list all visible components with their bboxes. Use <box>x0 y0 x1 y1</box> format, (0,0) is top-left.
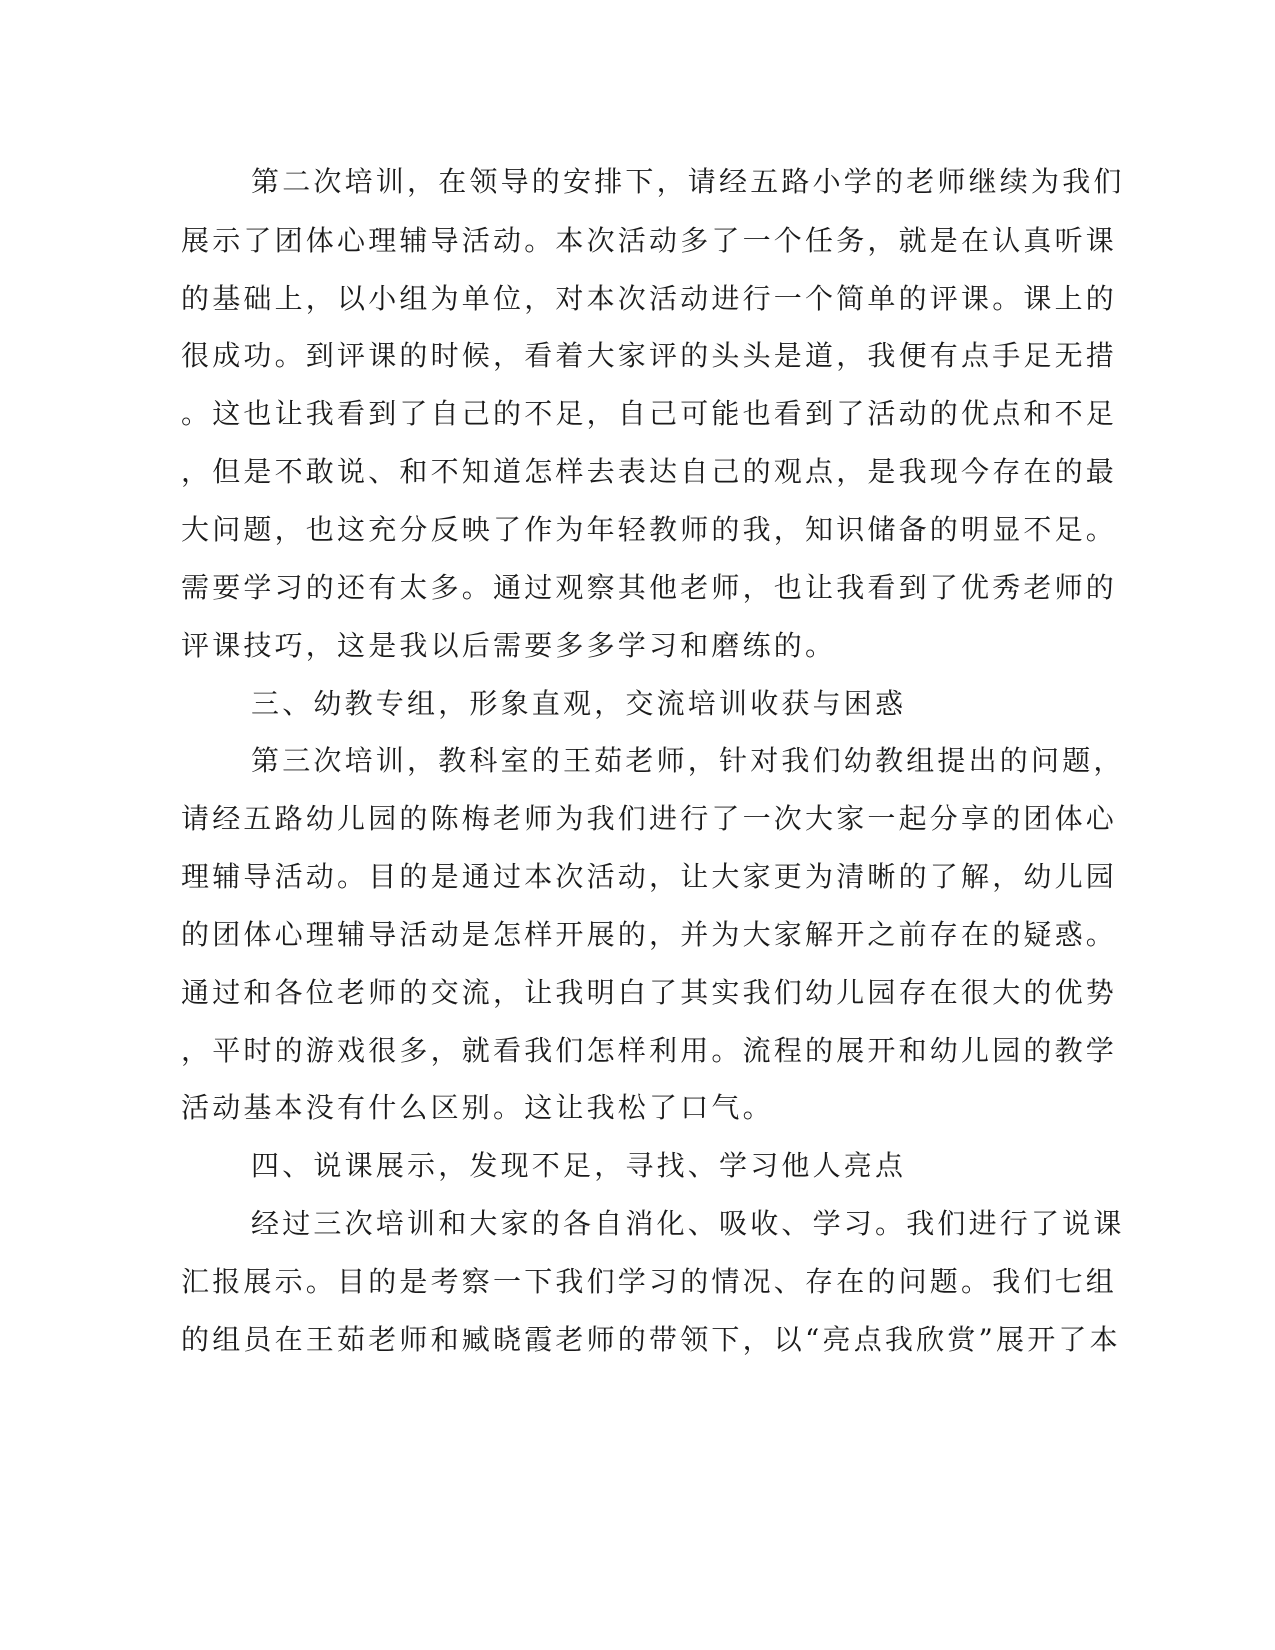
paragraph-line: 第三次培训，教科室的王茹老师，针对我们幼教组提出的问题， <box>251 744 1125 777</box>
paragraph-line: ，平时的游戏很多，就看我们怎样利用。流程的展开和幼儿园的教学 <box>181 1034 1118 1067</box>
section-heading: 三、幼教专组，形象直观，交流培训收获与困惑 <box>251 687 907 720</box>
paragraph-line: 第二次培训，在领导的安排下，请经五路小学的老师继续为我们 <box>251 165 1125 198</box>
paragraph-line: 大问题，也这充分反映了作为年轻教师的我，知识储备的明显不足。 <box>181 513 1118 546</box>
paragraph-line: 的团体心理辅导活动是怎样开展的，并为大家解开之前存在的疑惑。 <box>181 918 1118 951</box>
paragraph-line: 评课技巧，这是我以后需要多多学习和磨练的。 <box>181 629 837 662</box>
paragraph-line: 汇报展示。目的是考察一下我们学习的情况、存在的问题。我们七组 <box>181 1265 1118 1298</box>
paragraph-line: 。这也让我看到了自己的不足，自己可能也看到了活动的优点和不足 <box>181 397 1118 430</box>
section-heading: 四、说课展示，发现不足，寻找、学习他人亮点 <box>251 1149 907 1182</box>
paragraph-line: 经过三次培训和大家的各自消化、吸收、学习。我们进行了说课 <box>251 1207 1125 1240</box>
paragraph-line: 请经五路幼儿园的陈梅老师为我们进行了一次大家一起分享的团体心 <box>181 802 1118 835</box>
paragraph-line: 需要学习的还有太多。通过观察其他老师，也让我看到了优秀老师的 <box>181 571 1118 604</box>
paragraph-line: 很成功。到评课的时候，看着大家评的头头是道，我便有点手足无措 <box>181 339 1118 372</box>
paragraph-line: 展示了团体心理辅导活动。本次活动多了一个任务，就是在认真听课 <box>181 224 1118 257</box>
paragraph-line: 活动基本没有什么区别。这让我松了口气。 <box>181 1091 774 1124</box>
paragraph-line: 通过和各位老师的交流，让我明白了其实我们幼儿园存在很大的优势 <box>181 976 1118 1009</box>
paragraph-line: 的组员在王茹老师和臧晓霞老师的带领下，以“亮点我欣赏”展开了本 <box>181 1323 1121 1356</box>
paragraph-line: 的基础上，以小组为单位，对本次活动进行一个简单的评课。课上的 <box>181 282 1118 315</box>
paragraph-line: ，但是不敢说、和不知道怎样去表达自己的观点，是我现今存在的最 <box>181 455 1118 488</box>
paragraph-line: 理辅导活动。目的是通过本次活动，让大家更为清晰的了解，幼儿园 <box>181 860 1118 893</box>
